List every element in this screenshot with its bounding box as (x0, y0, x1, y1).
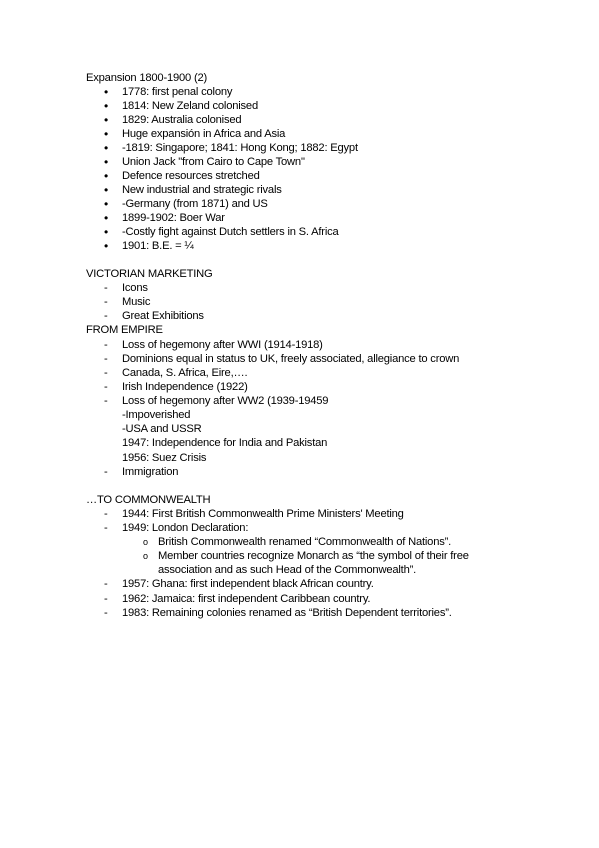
list-item: Irish Independence (1922) (122, 381, 248, 393)
list-item: Dominions equal in status to UK, freely associated, allegiance to crown (122, 353, 460, 365)
list-item: 1949: London Declaration: (122, 522, 249, 534)
heading-expansion: Expansion 1800-1900 (2) (86, 72, 208, 84)
bullet-icon: • (104, 239, 109, 253)
list-item: Huge expansión in Africa and Asia (122, 128, 286, 140)
list-subitem: -Impoverished (122, 409, 191, 421)
dash-marker: - (104, 466, 108, 478)
list-item: Icons (122, 282, 148, 294)
bullet-icon: • (104, 127, 109, 141)
bullet-icon: • (104, 113, 109, 127)
bullet-icon: • (104, 141, 109, 155)
list-item: Loss of hegemony after WWI (1914-1918) (122, 339, 323, 351)
list-item: 1962: Jamaica: first independent Caribbean country. (122, 593, 371, 605)
list-subitem: Member countries recognize Monarch as “the symbol of their free (158, 550, 469, 562)
list-item: Canada, S. Africa, Eire,…. (122, 367, 248, 379)
dash-marker: - (104, 353, 108, 365)
bullet-icon: • (104, 225, 109, 239)
circle-bullet-icon: o (143, 551, 149, 561)
list-item: Immigration (122, 466, 179, 478)
heading-victorian-marketing: VICTORIAN MARKETING (86, 268, 213, 280)
bullet-icon: • (104, 183, 109, 197)
dash-marker: - (104, 367, 108, 379)
list-subitem-continuation: association and as such Head of the Commonwealth”. (158, 564, 417, 576)
dash-marker: - (104, 381, 108, 393)
dash-marker: - (104, 395, 108, 407)
dash-marker: - (104, 282, 108, 294)
list-item: Union Jack "from Cairo to Cape Town" (122, 156, 305, 168)
dash-marker: - (104, 578, 108, 590)
bullet-icon: • (104, 169, 109, 183)
list-subitem: 1956: Suez Crisis (122, 452, 207, 464)
dash-marker: - (104, 508, 108, 520)
list-item: Great Exhibitions (122, 310, 204, 322)
list-item: 1778: first penal colony (122, 86, 233, 98)
list-item: 1899-1902: Boer War (122, 212, 225, 224)
list-subitem: -USA and USSR (122, 423, 202, 435)
dash-marker: - (104, 522, 108, 534)
list-item: 1983: Remaining colonies renamed as “British Dependent territories”. (122, 607, 452, 619)
dash-marker: - (104, 607, 108, 619)
list-item: -Costly fight against Dutch settlers in S. Africa (122, 226, 339, 238)
list-item: -Germany (from 1871) and US (122, 198, 268, 210)
list-subitem: British Commonwealth renamed “Commonwealth of Nations”. (158, 536, 452, 548)
list-item: Music (122, 296, 151, 308)
list-item: 1957: Ghana: first independent black African country. (122, 578, 374, 590)
bullet-icon: • (104, 99, 109, 113)
heading-to-commonwealth: …TO COMMONWEALTH (86, 494, 211, 506)
bullet-icon: • (104, 85, 109, 99)
list-item: 1814: New Zeland colonised (122, 100, 258, 112)
list-item: -1819: Singapore; 1841: Hong Kong; 1882: Egypt (122, 142, 358, 154)
dash-marker: - (104, 310, 108, 322)
list-subitem: 1947: Independence for India and Pakistan (122, 437, 328, 449)
list-item: Loss of hegemony after WW2 (1939-19459 (122, 395, 329, 407)
list-item: 1944: First British Commonwealth Prime Ministers' Meeting (122, 508, 404, 520)
list-item: 1829: Australia colonised (122, 114, 242, 126)
circle-bullet-icon: o (143, 537, 149, 547)
list-item: New industrial and strategic rivals (122, 184, 282, 196)
dash-marker: - (104, 593, 108, 605)
bullet-icon: • (104, 211, 109, 225)
dash-marker: - (104, 339, 108, 351)
dash-marker: - (104, 296, 108, 308)
list-item: 1901: B.E. = ¼ (122, 240, 194, 252)
list-item: Defence resources stretched (122, 170, 260, 182)
bullet-icon: • (104, 155, 109, 169)
heading-from-empire: FROM EMPIRE (86, 324, 163, 336)
bullet-icon: • (104, 197, 109, 211)
